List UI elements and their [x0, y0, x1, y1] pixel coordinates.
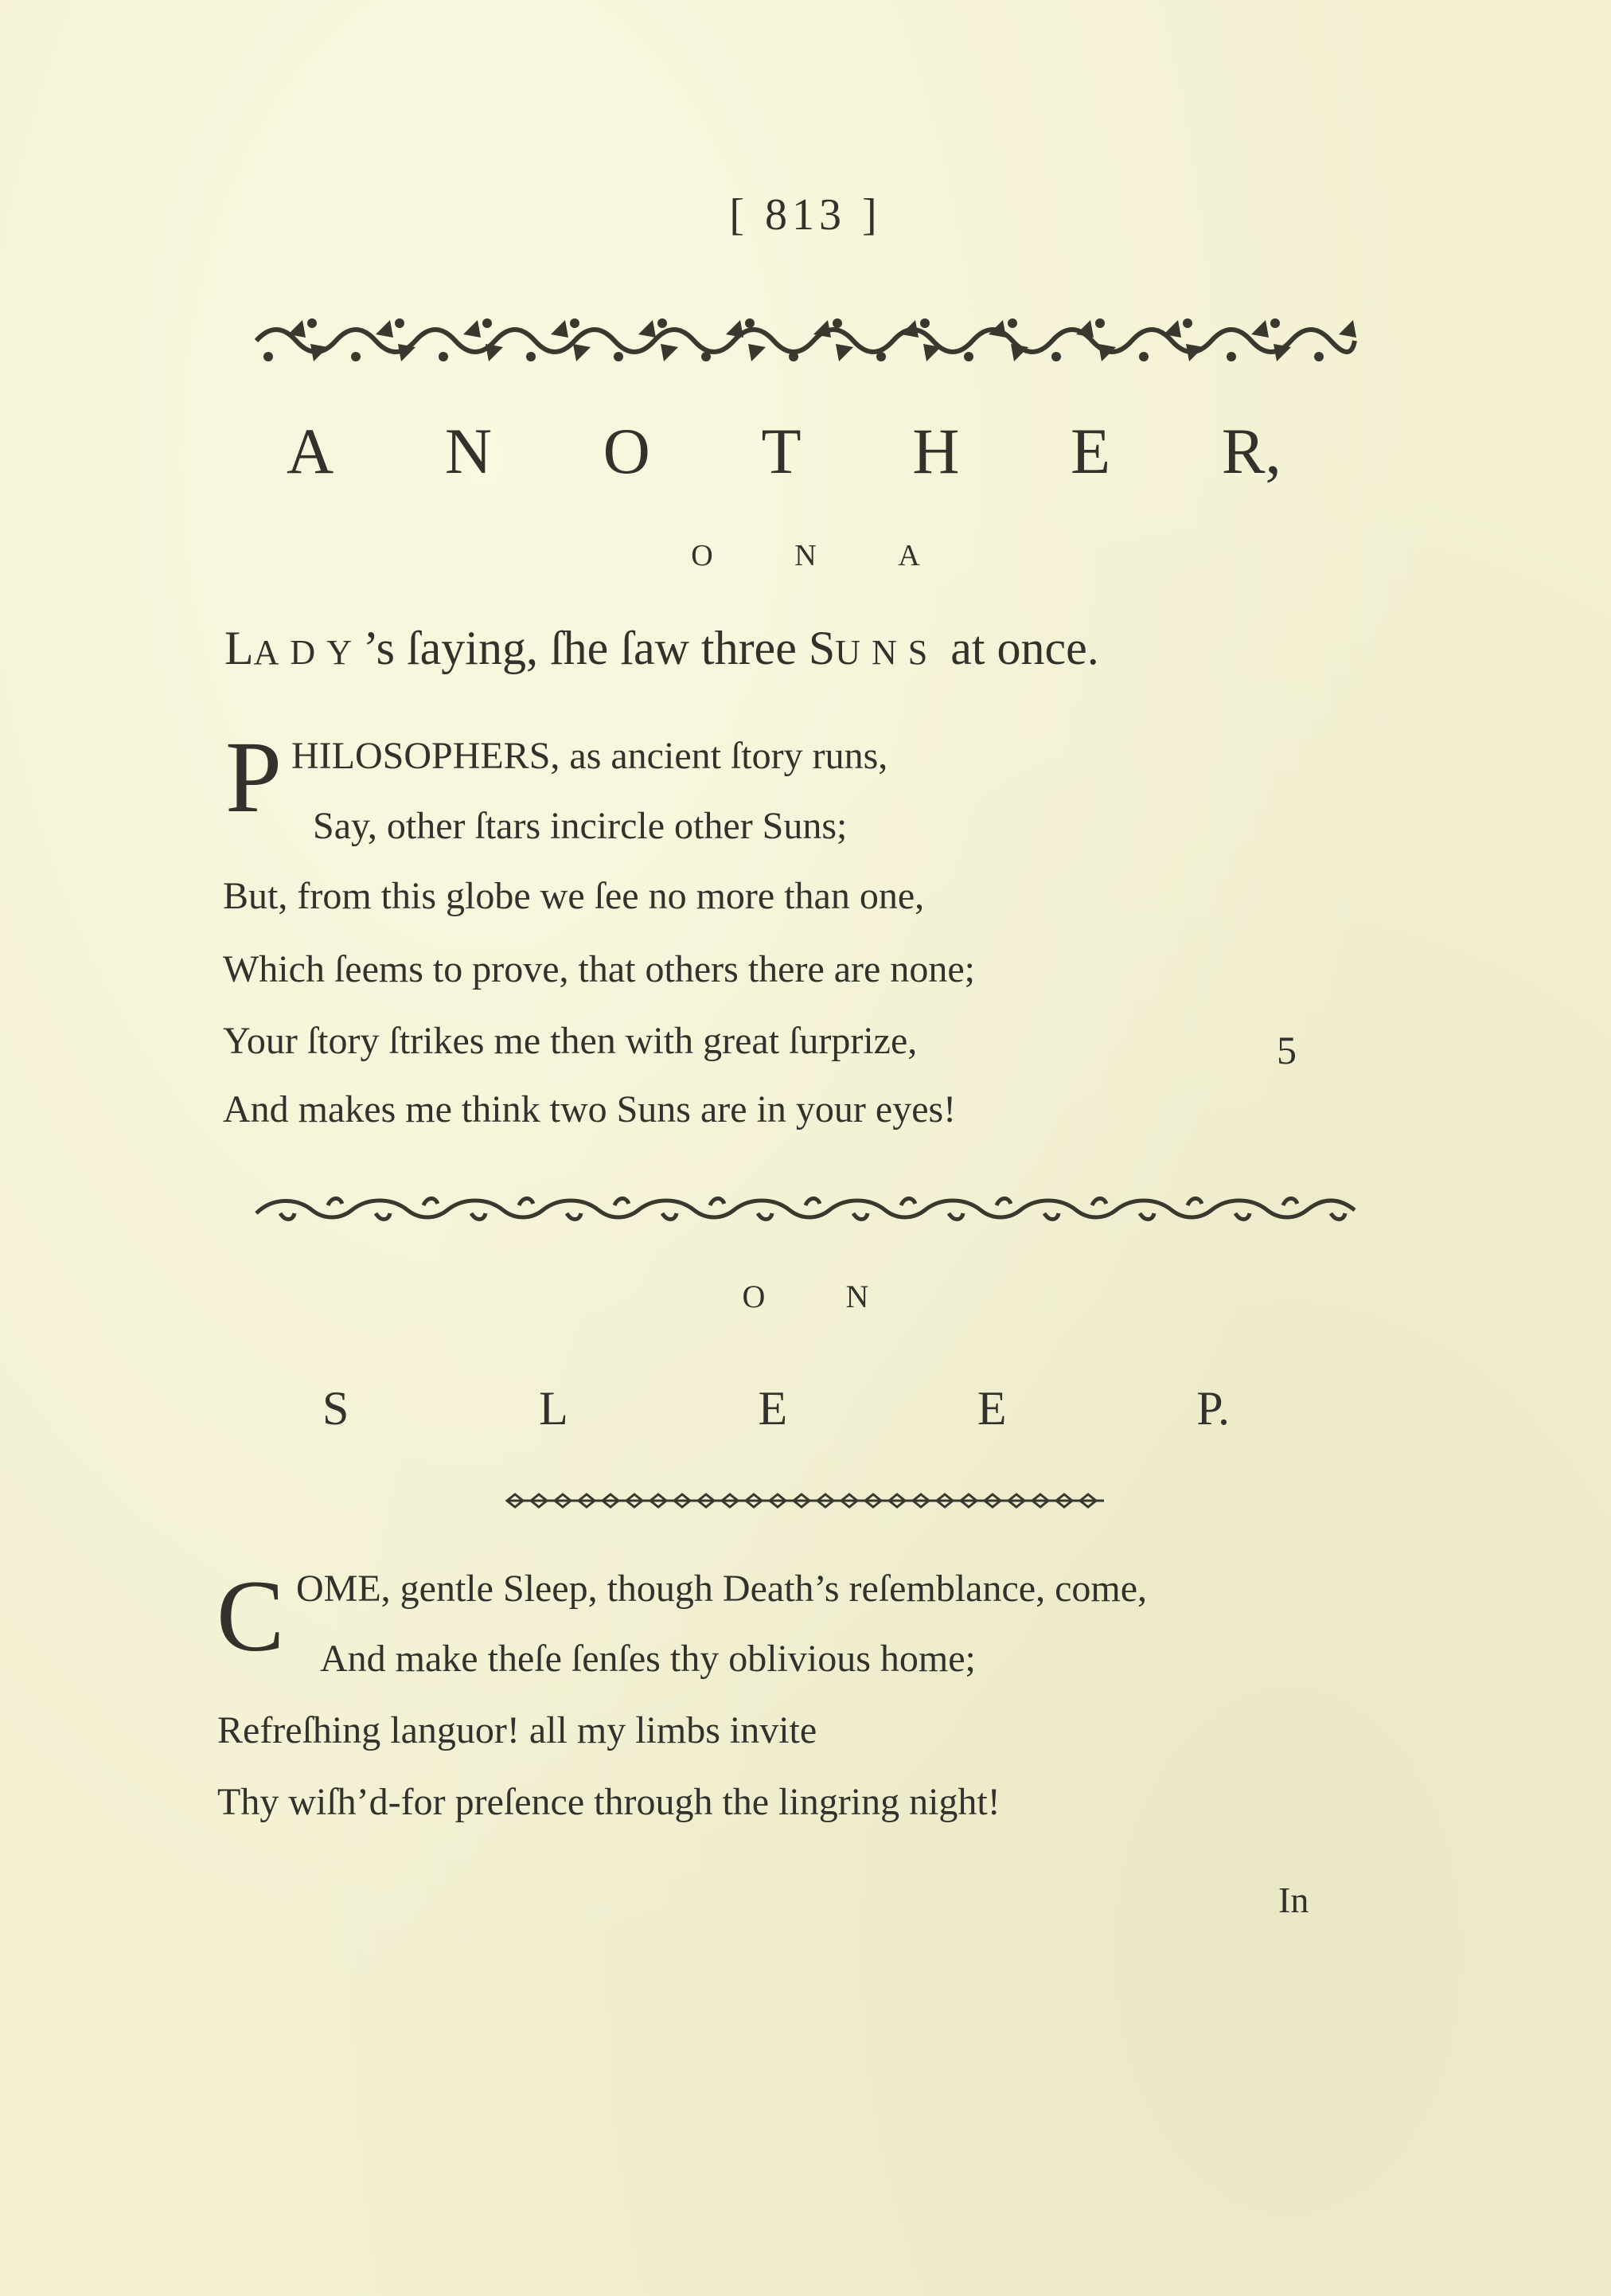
subtitle-lady-initial: L — [224, 622, 254, 674]
top-vine-ornament — [0, 310, 1611, 366]
verse-line: But, from this globe we ſee no more than one, — [223, 875, 925, 917]
verse-line: Thy wiſh’d-for preſence through the lingring night! — [217, 1781, 1001, 1823]
heading-letter: N — [794, 539, 817, 572]
on-heading — [0, 1278, 1611, 1315]
title-letter: E — [1071, 415, 1111, 487]
verse-line: Your ſtory ſtrikes me then with great ſurprize, — [223, 1020, 918, 1062]
page-number: [ 813 ] — [729, 190, 882, 240]
subtitle-suns-smallcaps: UNS — [835, 633, 939, 672]
middle-scroll-ornament — [0, 1186, 1611, 1234]
heading-letter: O — [742, 1279, 766, 1314]
title-letter: A — [287, 415, 334, 487]
subtitle-end: at once. — [938, 622, 1099, 674]
subtitle-suns-initial: S — [808, 622, 836, 674]
verse-line: HILOSOPHERS, as ancient ſtory runs, — [291, 735, 888, 777]
verse-line: Say, other ſtars incircle other Suns; — [313, 805, 848, 847]
heading-letter: N — [845, 1279, 869, 1314]
verse-line: Which ſeems to prove, that others there are none; — [223, 948, 975, 990]
subtitle-lady-smallcaps: ADY — [253, 633, 363, 672]
verse-line: OME, gentle Sleep, though Death’s reſemblance, come, — [296, 1568, 1148, 1610]
verse-line: And makes me think two Suns are in your eyes! — [223, 1088, 957, 1130]
subtitle-middle: ’s ſaying, ſhe ſaw three — [362, 622, 809, 674]
drop-cap-p: P — [225, 720, 283, 834]
title-letter: H — [912, 415, 960, 487]
title-letter: T — [761, 415, 802, 487]
poem-title-another — [287, 414, 1281, 489]
title-letter: P. — [1196, 1382, 1230, 1435]
heading-letter: A — [898, 539, 920, 572]
poem-title-sleep — [322, 1381, 1230, 1436]
line-number: 5 — [1277, 1028, 1297, 1072]
title-letter: E — [758, 1382, 788, 1435]
verse-line: And make theſe ſenſes thy oblivious home; — [320, 1638, 976, 1680]
small-ornament-rule — [0, 1490, 1611, 1511]
title-letter: R, — [1221, 415, 1281, 487]
title-letter: O — [603, 415, 650, 487]
verse-line: Refreſhing languor! all my limbs invite — [217, 1709, 817, 1751]
poem-subtitle — [224, 621, 1099, 676]
title-letter: N — [444, 415, 493, 487]
on-a-heading — [0, 538, 1611, 573]
title-letter: L — [539, 1382, 568, 1435]
heading-letter: O — [691, 539, 713, 572]
title-letter: E — [977, 1382, 1007, 1435]
title-letter: S — [322, 1382, 349, 1435]
drop-cap-c: C — [216, 1560, 285, 1673]
catchword: In — [1278, 1880, 1309, 1920]
